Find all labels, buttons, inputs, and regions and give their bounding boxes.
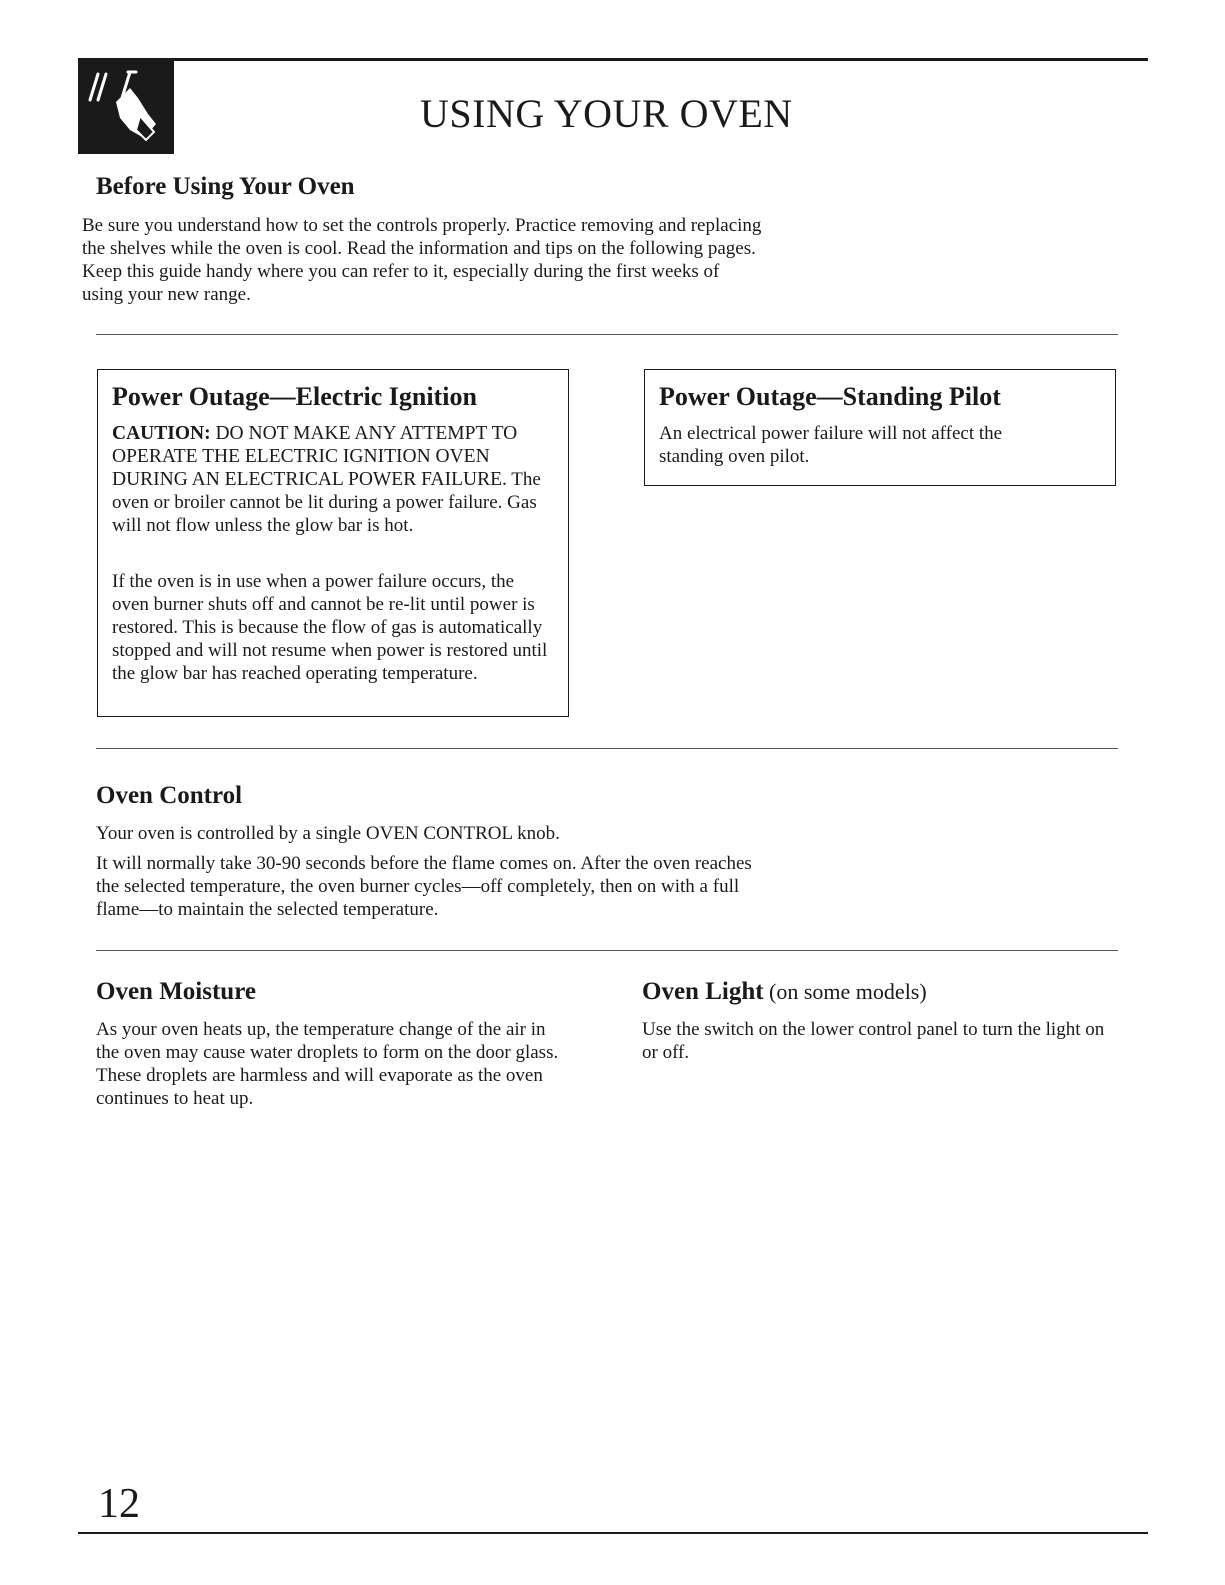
oven-light-heading	[642, 978, 927, 1006]
caution-text: DO NOT MAKE ANY ATTEMPT TO OPERATE THE ELECTRIC IGNITION OVEN DURING AN ELECTRICAL POWER FAILURE.	[112, 423, 518, 490]
section-divider	[96, 950, 1118, 951]
power-outage-electric-p2: If the oven is in use when a power failure occurs, the oven burner shuts off and cannot be re-lit until power is restored. This is because the flow of gas is automatically stopped and will not resume when power is restored until the glow bar has reached operating temperature.	[112, 571, 548, 684]
oven-control-heading: Oven Control	[96, 782, 243, 809]
power-outage-pilot-box	[644, 369, 1116, 486]
oven-control-p2: It will normally take 30-90 seconds before the flame comes on. After the oven reaches the selected temperature, the oven burner cycles—off completely, then on with a full flame—to maintain the selected temperature.	[96, 853, 752, 920]
section-divider	[96, 748, 1118, 749]
oven-light-body: Use the switch on the lower control panel to turn the light on or off.	[642, 1019, 1105, 1063]
section-divider	[96, 334, 1118, 335]
power-outage-pilot-body: An electrical power failure will not affect the standing oven pilot.	[659, 423, 1003, 467]
header-rule	[78, 58, 1148, 61]
oven-moisture-body: As your oven heats up, the temperature change of the air in the oven may cause water droplets to form on the door glass. These droplets are harmless and will evaporate as the oven continues to heat up.	[96, 1019, 559, 1109]
power-outage-electric-p1-rest: The oven or broiler cannot be lit during a power failure. Gas will not flow unless the glow bar is hot.	[112, 469, 541, 536]
page-title: USING YOUR OVEN	[420, 91, 793, 136]
oven-light-title: Oven Light	[642, 978, 764, 1005]
page-number: 12	[98, 1481, 140, 1527]
footer-rule	[78, 1532, 1148, 1534]
power-outage-electric-p1	[112, 422, 552, 537]
before-using-heading: Before Using Your Oven	[96, 173, 355, 200]
caution-label: CAUTION:	[112, 423, 211, 444]
power-outage-electric-heading: Power Outage—Electric Ignition	[112, 382, 477, 411]
power-outage-pilot-heading: Power Outage—Standing Pilot	[659, 382, 1001, 411]
before-using-body: Be sure you understand how to set the controls properly. Practice removing and replacing the shelves while the oven is cool. Read the information and tips on the following pages. Keep this guide handy where you can refer to it, especially during the first weeks of using your new range.	[82, 215, 762, 305]
oven-control-p1: Your oven is controlled by a single OVEN CONTROL knob.	[96, 823, 560, 844]
hand-pointing-icon	[78, 58, 174, 154]
power-outage-electric-box	[97, 369, 569, 717]
oven-light-note: (on some models)	[763, 979, 927, 1004]
oven-moisture-heading: Oven Moisture	[96, 978, 256, 1005]
